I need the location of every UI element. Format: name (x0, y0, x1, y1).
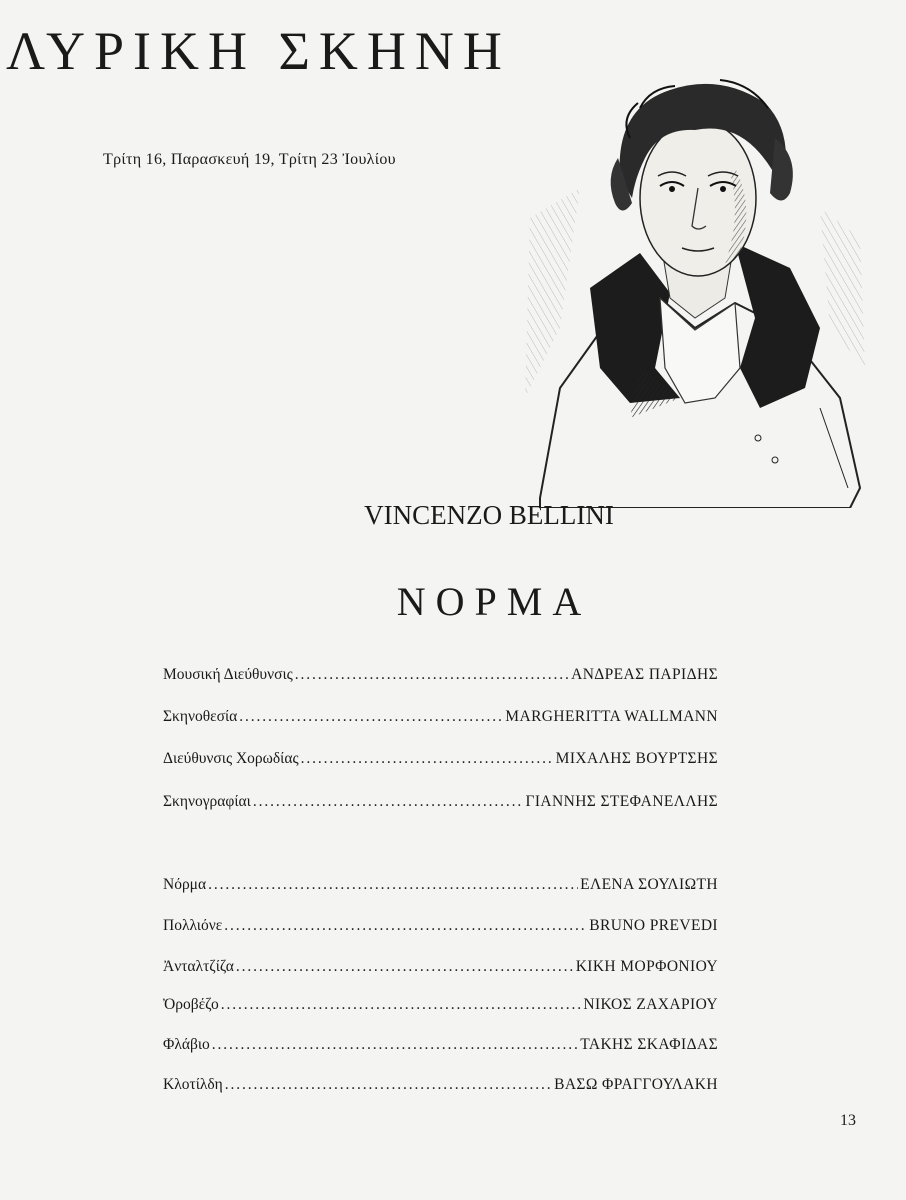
composer-name: VINCENZO BELLINI (364, 500, 614, 530)
credit-row (163, 666, 718, 684)
cast-name: BRUNO PREVEDI (589, 917, 718, 934)
cast-row (163, 958, 718, 976)
credit-role: Σκηνοθεσία (163, 708, 238, 725)
cast-name: ΚΙΚΗ ΜΟΡΦΟΝΙΟΥ (575, 958, 718, 975)
leader-dots (225, 1076, 552, 1094)
opera-title: ΝΟΡΜΑ (396, 579, 592, 624)
credit-row (163, 708, 718, 726)
cast-role: Ἀνταλτζίζα (163, 958, 234, 975)
leader-dots (212, 1036, 578, 1054)
credit-name: MARGHERITTA WALLMANN (505, 708, 718, 725)
cast-name: ΕΛΕΝΑ ΣΟΥΛΙΩΤΗ (580, 876, 718, 893)
leader-dots (301, 750, 554, 768)
page-title: ΛΥΡΙΚΗ ΣΚΗΝΗ (6, 21, 511, 81)
credit-role: Μουσική Διεύθυνσις (163, 666, 293, 683)
credit-role: Σκηνογραφίαι (163, 793, 251, 810)
cast-role: Νόρμα (163, 876, 207, 893)
cast-role: Ὀροβέζο (163, 996, 219, 1013)
cast-name: ΒΑΣΩ ΦΡΑΓΓΟΥΛΑΚΗ (554, 1076, 718, 1093)
cast-row (163, 1076, 718, 1094)
leader-dots (253, 793, 524, 811)
cast-role: Κλοτίλδη (163, 1076, 223, 1093)
credit-row (163, 750, 718, 768)
cast-row (163, 1036, 718, 1054)
leader-dots (224, 917, 587, 935)
composer-portrait-icon (520, 68, 868, 508)
cast-row (163, 996, 718, 1014)
cast-name: ΤΑΚΗΣ ΣΚΑΦΙΔΑΣ (580, 1036, 718, 1053)
leader-dots (236, 958, 574, 976)
cast-role: Πολλιόνε (163, 917, 223, 934)
credit-name: ΑΝΔΡΕΑΣ ΠΑΡΙΔΗΣ (571, 666, 718, 683)
cast-role: Φλάβιο (163, 1036, 210, 1053)
credit-row (163, 793, 718, 811)
cast-row (163, 917, 718, 935)
credit-name: ΓΙΑΝΝΗΣ ΣΤΕΦΑΝΕΛΛΗΣ (525, 793, 718, 810)
performance-dates: Τρίτη 16, Παρασκευή 19, Τρίτη 23 Ἰουλίου (103, 151, 396, 168)
cast-row (163, 876, 718, 894)
page-number: 13 (840, 1112, 856, 1129)
leader-dots (221, 996, 582, 1014)
leader-dots (208, 876, 578, 894)
cast-name: ΝΙΚΟΣ ΖΑΧΑΡΙΟΥ (583, 996, 718, 1013)
credit-name: ΜΙΧΑΛΗΣ ΒΟΥΡΤΣΗΣ (555, 750, 718, 767)
credit-role: Διεύθυνσις Χορωδίας (163, 750, 299, 767)
leader-dots (295, 666, 569, 684)
leader-dots (239, 708, 503, 726)
